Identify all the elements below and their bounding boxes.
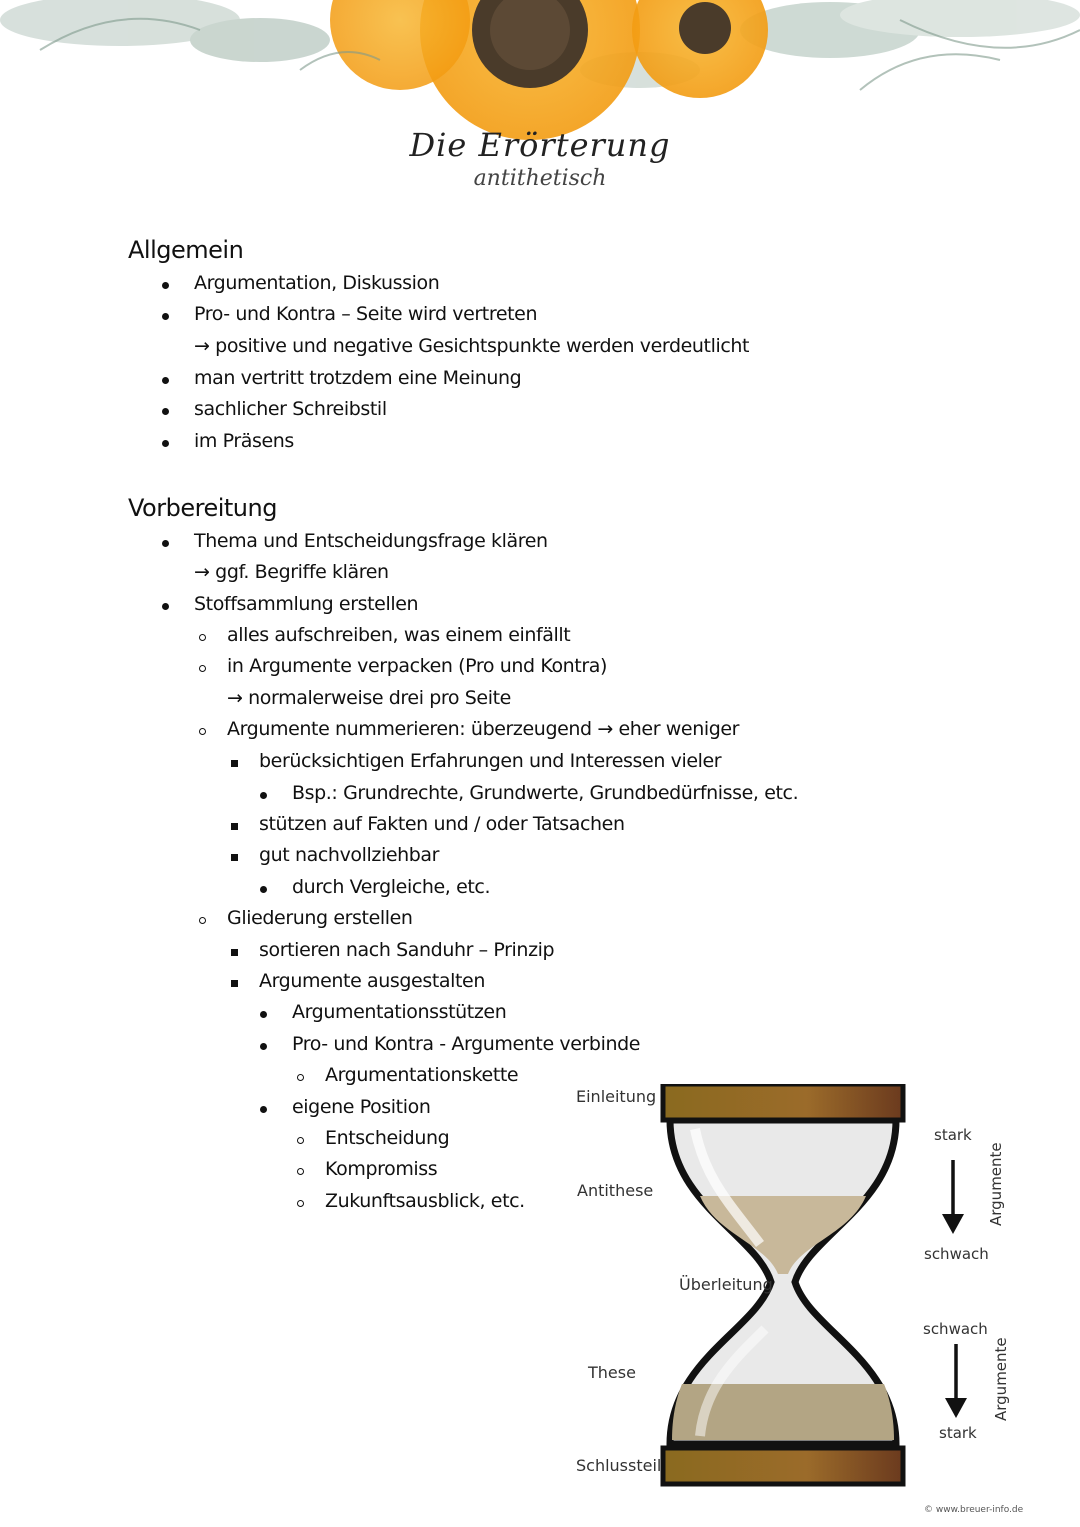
bullet [260, 1011, 267, 1018]
ring-bullet [199, 634, 206, 641]
list-item: Gliederung erstellen [227, 907, 413, 929]
arrow-top-to: schwach [924, 1245, 989, 1263]
copyright-text: © www.breuer-info.de [924, 1505, 1024, 1515]
list-item: Stoffsammlung erstellen [194, 593, 419, 615]
sand-top [700, 1196, 866, 1274]
list-item: sortieren nach Sanduhr – Prinzip [259, 939, 555, 961]
hourglass-top-cap [663, 1084, 903, 1120]
list-item: Thema und Entscheidungsfrage klären [194, 530, 548, 552]
heading-vorbereitung: Vorbereitung [128, 494, 277, 522]
list-item: sachlicher Schreibstil [194, 398, 387, 420]
ring-bullet [297, 1137, 304, 1144]
list-item: → positive und negative Gesichtspunkte werden verdeutlicht [194, 335, 750, 357]
list-item: Argumente nummerieren: überzeugend → eher weniger [227, 718, 740, 740]
list-item: Pro- und Kontra - Argumente verbinde [292, 1033, 641, 1055]
list-item: stützen auf Fakten und / oder Tatsachen [259, 813, 625, 835]
list-item: Bsp.: Grundrechte, Grundwerte, Grundbedürfnisse, etc. [292, 782, 799, 804]
bullet [260, 1043, 267, 1050]
list-item: Kompromiss [325, 1158, 438, 1180]
square-bullet [231, 760, 238, 767]
ring-bullet [199, 665, 206, 672]
hourglass-bottom-cap [663, 1448, 903, 1484]
bullet [260, 1106, 267, 1113]
list-item: Entscheidung [325, 1127, 450, 1149]
page-subtitle: antithetisch [473, 166, 607, 191]
label-antithese: Antithese [577, 1181, 654, 1200]
bullet [162, 282, 169, 289]
bullet [162, 603, 169, 610]
arrow-bottom-from: schwach [923, 1320, 988, 1338]
bullet [162, 440, 169, 447]
ring-bullet [199, 917, 206, 924]
label-these: These [588, 1363, 636, 1382]
list-item: durch Vergleiche, etc. [292, 876, 491, 898]
arrow-bottom-to: stark [939, 1424, 977, 1442]
list-item: alles aufschreiben, was einem einfällt [227, 624, 571, 646]
list-item: eigene Position [292, 1096, 431, 1118]
bullet [260, 792, 267, 799]
arrow-top-side-label: Argumente [987, 1142, 1005, 1226]
bullet [260, 886, 267, 893]
square-bullet [231, 980, 238, 987]
list-item: Zukunftsausblick, etc. [325, 1190, 525, 1212]
arrow-down-icon [941, 1160, 965, 1236]
arrow-down-icon [944, 1344, 968, 1420]
bullet [162, 313, 169, 320]
ring-bullet [199, 728, 206, 735]
list-item: Argumentationskette [325, 1064, 519, 1086]
arrow-top-from: stark [934, 1126, 972, 1144]
list-item: im Präsens [194, 430, 294, 452]
list-item: → ggf. Begriffe klären [194, 561, 389, 583]
list-item: Argumentation, Diskussion [194, 272, 440, 294]
ring-bullet [297, 1200, 304, 1207]
list-item: Argumente ausgestalten [259, 970, 485, 992]
list-item: → normalerweise drei pro Seite [227, 687, 511, 709]
ring-bullet [297, 1168, 304, 1175]
label-ueberleitung: Überleitung [679, 1275, 773, 1294]
label-einleitung: Einleitung [576, 1087, 657, 1106]
bullet [162, 540, 169, 547]
list-item: in Argumente verpacken (Pro und Kontra) [227, 655, 608, 677]
label-schlussteil: Schlussteil [576, 1456, 662, 1475]
bullet [162, 377, 169, 384]
square-bullet [231, 949, 238, 956]
list-item: Argumentationsstützen [292, 1001, 507, 1023]
ring-bullet [297, 1074, 304, 1081]
list-item: Pro- und Kontra – Seite wird vertreten [194, 303, 538, 325]
list-item: gut nachvollziehbar [259, 844, 440, 866]
arrow-bottom-side-label: Argumente [992, 1337, 1010, 1421]
bullet [162, 408, 169, 415]
list-item: man vertritt trotzdem eine Meinung [194, 367, 522, 389]
square-bullet [231, 854, 238, 861]
heading-allgemein: Allgemein [128, 236, 244, 264]
square-bullet [231, 823, 238, 830]
page-title: Die Erörterung [409, 126, 671, 164]
list-item: berücksichtigen Erfahrungen und Interessen vieler [259, 750, 722, 772]
